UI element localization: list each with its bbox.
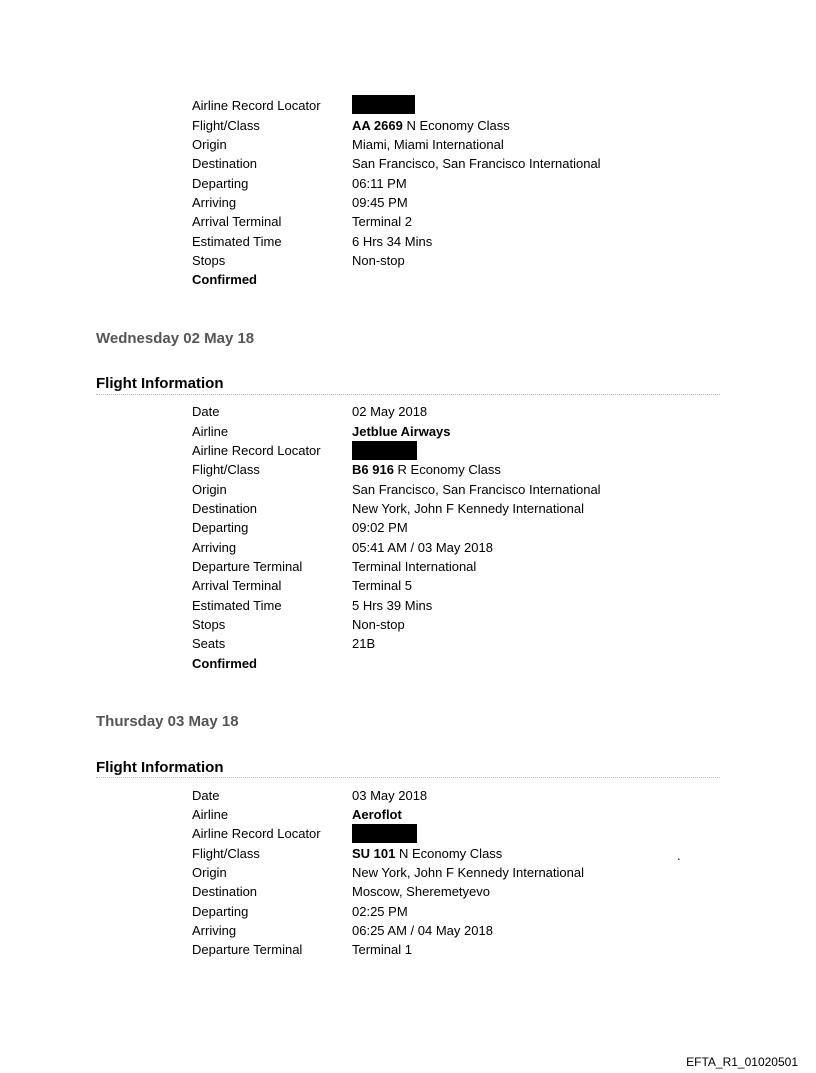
date-value: 03 May 2018 bbox=[352, 788, 428, 803]
arriving-row bbox=[192, 538, 752, 557]
airline-value: Jetblue Airways bbox=[352, 424, 451, 439]
stops-row bbox=[192, 615, 752, 634]
flight-class-value: N Economy Class bbox=[395, 846, 503, 861]
departing-row bbox=[192, 902, 752, 921]
arrival-terminal-label: Arrival Terminal bbox=[192, 578, 282, 593]
destination-value: San Francisco, San Francisco International bbox=[352, 156, 601, 171]
record-locator-label: Airline Record Locator bbox=[192, 443, 321, 458]
arriving-label: Arriving bbox=[192, 923, 237, 938]
origin-row bbox=[192, 863, 752, 882]
destination-label: Destination bbox=[192, 156, 258, 171]
redacted-block bbox=[352, 95, 415, 114]
departure-terminal-label: Departure Terminal bbox=[192, 559, 303, 574]
section-title: Flight Information bbox=[96, 375, 224, 392]
origin-row bbox=[192, 480, 752, 499]
flight-class-row bbox=[192, 844, 752, 863]
origin-value: San Francisco, San Francisco International bbox=[352, 482, 601, 497]
flight-class-row bbox=[192, 460, 752, 479]
section-divider bbox=[96, 394, 720, 395]
arrival-terminal-row bbox=[192, 212, 752, 231]
stops-value: Non-stop bbox=[352, 617, 405, 632]
departing-row bbox=[192, 174, 752, 193]
record-locator-row bbox=[192, 96, 752, 115]
destination-label: Destination bbox=[192, 884, 258, 899]
stops-row bbox=[192, 251, 752, 270]
flight-number: SU 101 bbox=[352, 846, 396, 861]
status-confirmed: Confirmed bbox=[192, 656, 257, 671]
flight-class-row bbox=[192, 116, 752, 135]
destination-value: New York, John F Kennedy International bbox=[352, 501, 584, 516]
departing-label: Departing bbox=[192, 176, 249, 191]
flight-class-value: R Economy Class bbox=[393, 462, 501, 477]
departure-terminal-value: Terminal International bbox=[352, 559, 477, 574]
arriving-label: Arriving bbox=[192, 540, 237, 555]
airline-row bbox=[192, 422, 752, 441]
date-row bbox=[192, 786, 752, 805]
arrival-terminal-row bbox=[192, 576, 752, 595]
origin-row bbox=[192, 135, 752, 154]
seats-row bbox=[192, 634, 752, 653]
origin-value: Miami, Miami International bbox=[352, 137, 504, 152]
departure-terminal-row bbox=[192, 940, 752, 959]
arriving-value: 09:45 PM bbox=[352, 195, 408, 210]
departure-terminal-label: Departure Terminal bbox=[192, 942, 303, 957]
flight-class-label: Flight/Class bbox=[192, 462, 260, 477]
seats-label: Seats bbox=[192, 636, 226, 651]
departing-label: Departing bbox=[192, 904, 249, 919]
estimated-time-label: Estimated Time bbox=[192, 598, 282, 613]
flight-class-label: Flight/Class bbox=[192, 118, 260, 133]
destination-row bbox=[192, 499, 752, 518]
departure-terminal-value: Terminal 1 bbox=[352, 942, 412, 957]
flight-class-value: N Economy Class bbox=[402, 118, 510, 133]
section-title: Flight Information bbox=[96, 759, 224, 776]
destination-value: Moscow, Sheremetyevo bbox=[352, 884, 491, 899]
day-heading: Wednesday 02 May 18 bbox=[96, 330, 255, 347]
arriving-row bbox=[192, 193, 752, 212]
estimated-time-value: 6 Hrs 34 Mins bbox=[352, 234, 433, 249]
redacted-block bbox=[352, 824, 417, 843]
flight-number: B6 916 bbox=[352, 462, 394, 477]
record-locator-label: Airline Record Locator bbox=[192, 98, 321, 113]
arriving-value: 05:41 AM / 03 May 2018 bbox=[352, 540, 493, 555]
airline-value: Aeroflot bbox=[352, 807, 402, 822]
destination-label: Destination bbox=[192, 501, 258, 516]
arrival-terminal-value: Terminal 5 bbox=[352, 578, 412, 593]
record-locator-row bbox=[192, 441, 752, 460]
departure-terminal-row bbox=[192, 557, 752, 576]
departing-row bbox=[192, 518, 752, 537]
section-divider bbox=[96, 777, 720, 778]
record-locator-row bbox=[192, 824, 752, 843]
airline-label: Airline bbox=[192, 807, 229, 822]
arriving-value: 06:25 AM / 04 May 2018 bbox=[352, 923, 493, 938]
origin-label: Origin bbox=[192, 865, 227, 880]
airline-label: Airline bbox=[192, 424, 229, 439]
date-row bbox=[192, 402, 752, 421]
day-heading: Thursday 03 May 18 bbox=[96, 713, 239, 730]
flight-class-label: Flight/Class bbox=[192, 846, 260, 861]
stray-mark: . bbox=[677, 848, 681, 863]
stops-label: Stops bbox=[192, 617, 226, 632]
origin-label: Origin bbox=[192, 482, 227, 497]
destination-row bbox=[192, 882, 752, 901]
airline-row bbox=[192, 805, 752, 824]
arrival-terminal-value: Terminal 2 bbox=[352, 214, 412, 229]
redacted-block bbox=[352, 441, 417, 460]
arrival-terminal-label: Arrival Terminal bbox=[192, 214, 282, 229]
estimated-time-label: Estimated Time bbox=[192, 234, 282, 249]
seats-value: 21B bbox=[352, 636, 376, 651]
origin-label: Origin bbox=[192, 137, 227, 152]
flight-number: AA 2669 bbox=[352, 118, 403, 133]
record-locator-label: Airline Record Locator bbox=[192, 826, 321, 841]
stops-value: Non-stop bbox=[352, 253, 405, 268]
estimated-time-value: 5 Hrs 39 Mins bbox=[352, 598, 433, 613]
origin-value: New York, John F Kennedy International bbox=[352, 865, 584, 880]
departing-value: 06:11 PM bbox=[352, 176, 407, 191]
departing-label: Departing bbox=[192, 520, 249, 535]
status-confirmed: Confirmed bbox=[192, 272, 257, 287]
arriving-row bbox=[192, 921, 752, 940]
departing-value: 09:02 PM bbox=[352, 520, 408, 535]
date-label: Date bbox=[192, 404, 220, 419]
arriving-label: Arriving bbox=[192, 195, 237, 210]
estimated-time-row bbox=[192, 232, 752, 251]
date-label: Date bbox=[192, 788, 220, 803]
estimated-time-row bbox=[192, 596, 752, 615]
date-value: 02 May 2018 bbox=[352, 404, 428, 419]
destination-row bbox=[192, 154, 752, 173]
document-id: EFTA_R1_01020501 bbox=[686, 1055, 798, 1069]
departing-value: 02:25 PM bbox=[352, 904, 408, 919]
stops-label: Stops bbox=[192, 253, 226, 268]
